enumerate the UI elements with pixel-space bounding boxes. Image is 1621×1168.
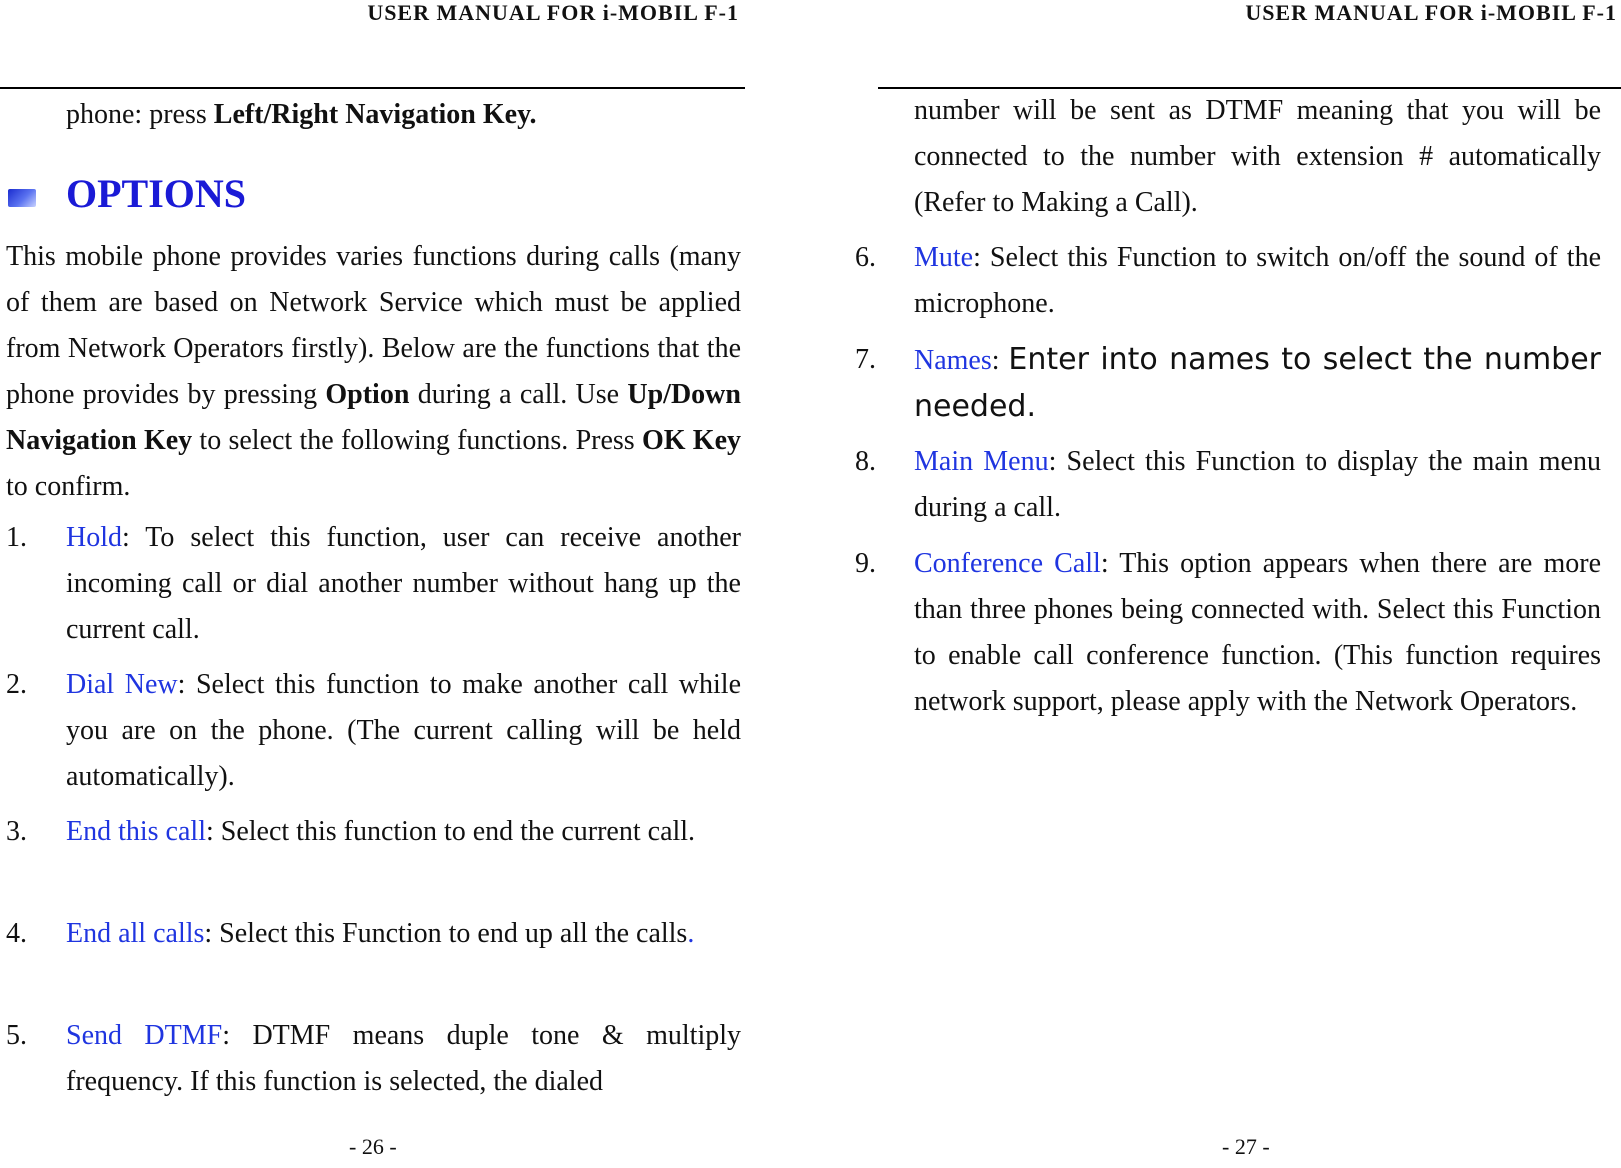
intro-text-3: to select the following functions. Press [192, 425, 642, 456]
option-term: Mute [914, 242, 974, 273]
option-term: End this call [66, 816, 206, 847]
list-number: 9. [855, 548, 876, 579]
option-description: : Select this function to make another call while you are on the phone. (The current calling will be held automatically). [66, 669, 742, 792]
list-number: 4. [6, 918, 27, 949]
option-term: Main Menu [914, 446, 1049, 477]
intro-text-1: This mobile phone provides varies functions during calls (many of them are based on Network Service which must be applied from Network Operators firstly). Below are the functions that the phone provides by pressing [6, 241, 741, 410]
intro-text-4: to confirm. [6, 471, 131, 502]
option-description: : Select this function to end the current call. [205, 816, 696, 847]
intro-bold-navkey: Up/Down Navigation Key [6, 379, 741, 456]
option-description: : [991, 345, 1009, 376]
option-term: Conference Call [914, 548, 1101, 579]
option-description: : This option appears when there are more than three phones being connected with. Select this Function to enable call conference function. (This function requires network support, please apply with the Network Operators. [914, 548, 1601, 717]
option-description: : To select this function, user can receive another incoming call or dial another number without hang up the current call. [66, 522, 741, 645]
left-page-number: - 26 - [349, 1134, 397, 1159]
list-number: 1. [6, 522, 27, 553]
section-title: OPTIONS [66, 171, 247, 216]
option-term: Send DTMF [66, 1020, 223, 1051]
right-page [855, 0, 1621, 1168]
option-term: Names [914, 345, 992, 376]
option-description: : Select this Function to switch on/off the sound of the microphone. [914, 242, 1601, 319]
list-number: 3. [6, 816, 27, 847]
option-description: : Select this Function to display the main menu during a call. [914, 446, 1601, 523]
left-continuation-text [66, 92, 741, 138]
section-bullet-icon [8, 189, 36, 207]
option-term: Hold [66, 522, 122, 553]
left-header-rule [0, 87, 745, 89]
intro-paragraph [6, 234, 741, 510]
options-heading [0, 170, 740, 220]
option-tail: . [687, 918, 695, 949]
continuation-prefix: phone: press [66, 99, 214, 130]
option-term: End all calls [66, 918, 205, 949]
intro-text-2: during a call. Use [409, 379, 628, 410]
continuation-bold: Left/Right Navigation Key. [213, 99, 537, 130]
intro-bold-okkey: OK Key [641, 425, 742, 456]
option-description: : DTMF means duple tone & multiply frequency. If this function is selected, the dialed [66, 1020, 741, 1097]
option-description-sans: Enter into names to select the number needed. [914, 342, 1602, 424]
list-number: 7. [855, 344, 876, 375]
right-running-header: USER MANUAL FOR i-MOBIL F-1 [1245, 0, 1617, 25]
right-page-number: - 27 - [1222, 1134, 1270, 1159]
list-number: 6. [855, 242, 876, 273]
right-continuation-text: number will be sent as DTMF meaning that you will be connected to the number with extension # automatically (Refer to Making a Call). [914, 95, 1601, 218]
list-number: 2. [6, 669, 27, 700]
intro-bold-option: Option [325, 379, 410, 410]
option-term: Dial New [66, 669, 178, 700]
list-number: 8. [855, 446, 876, 477]
option-description: : Select this Function to end up all the calls [204, 918, 688, 949]
left-page [0, 0, 745, 1168]
list-number: 5. [6, 1020, 27, 1051]
left-running-header: USER MANUAL FOR i-MOBIL F-1 [367, 0, 739, 25]
